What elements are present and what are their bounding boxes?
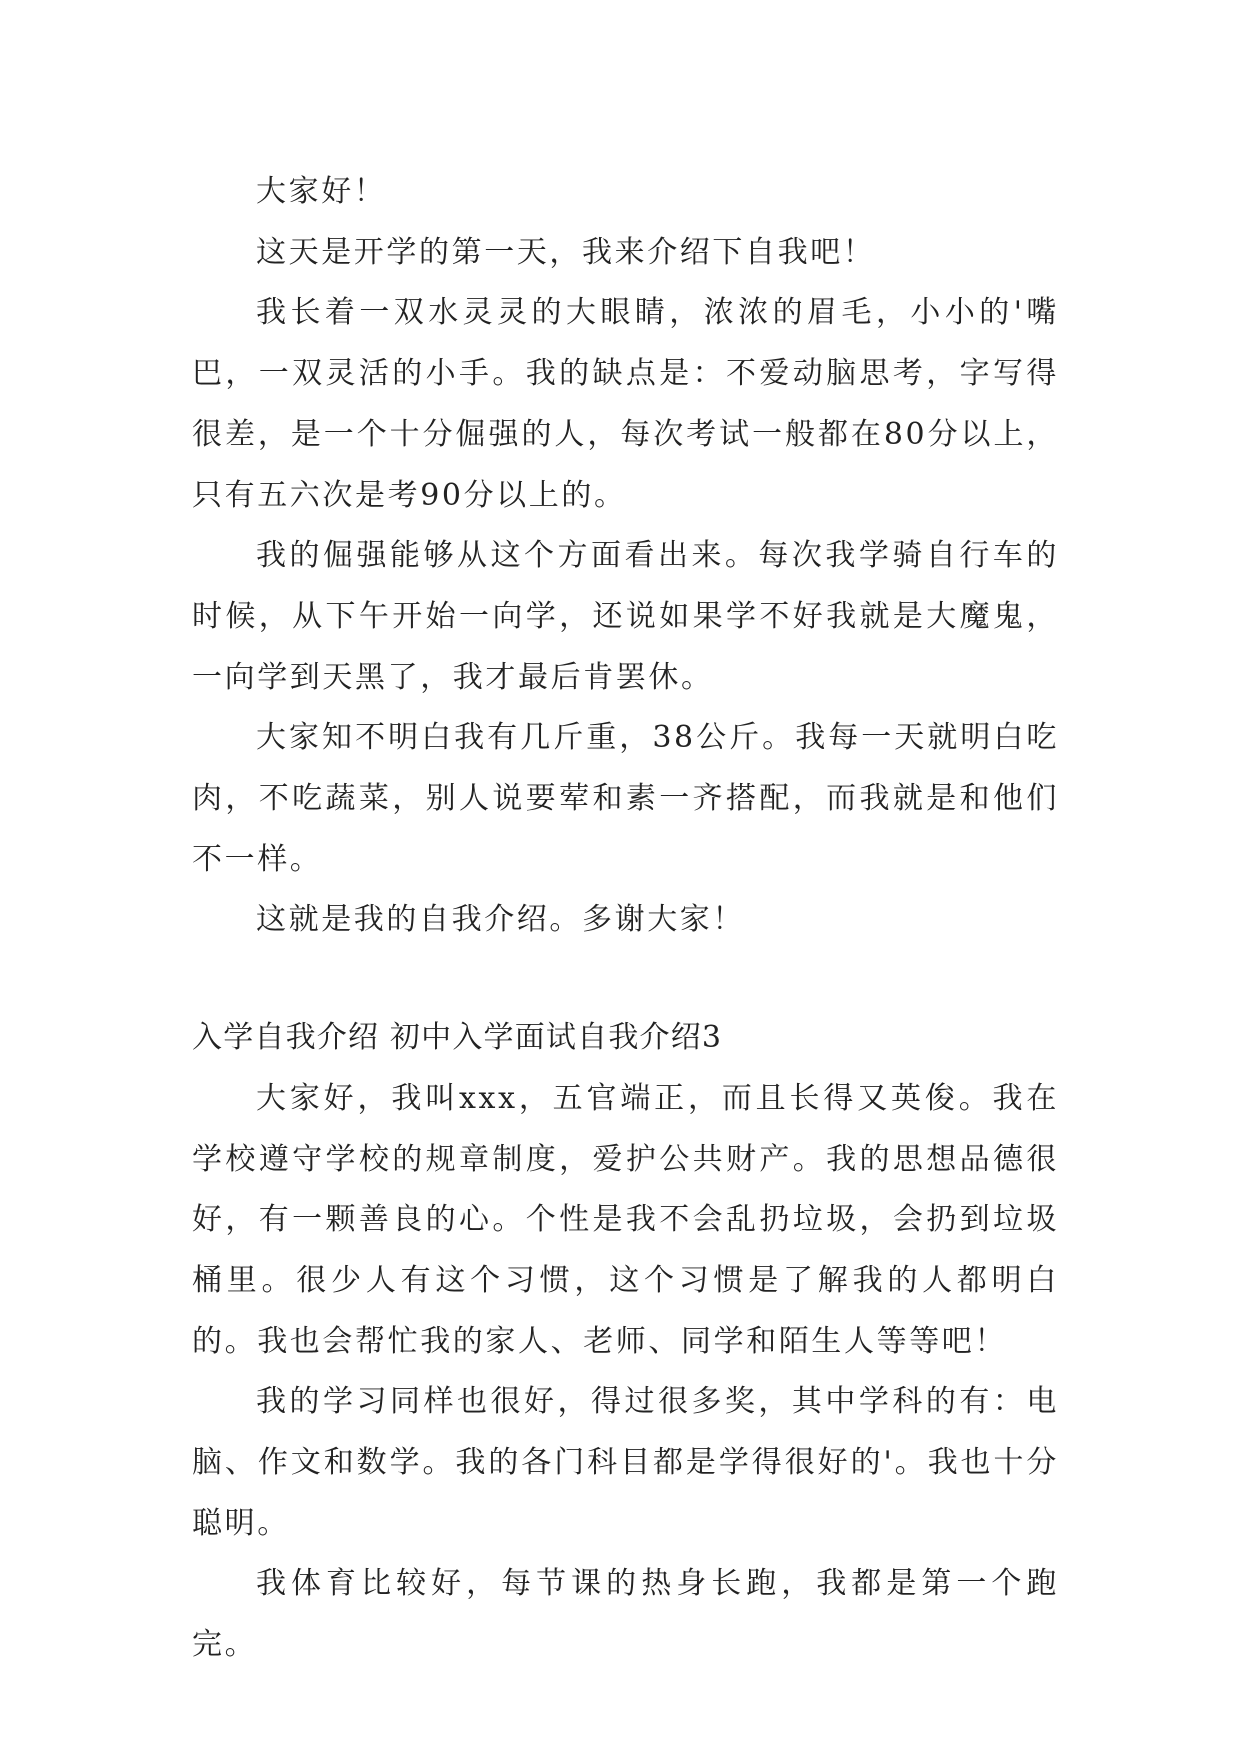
paragraph-study: 我的学习同样也很好，得过很多奖，其中学科的有：电脑、作文和数学。我的各门科目都是学得很好的'。我也十分聪明。 [192, 1384, 1059, 1541]
paragraph-appearance: 我长着一双水灵灵的大眼睛，浓浓的眉毛，小小的'嘴巴，一双灵活的小手。我的缺点是：不爱动脑思考，字写得很差，是一个十分倔强的人，每次考试一般都在80分以上，只有五六次是考90分以上的。 [192, 295, 1059, 513]
paragraph-first-day: 这天是开学的第一天，我来介绍下自我吧！ [256, 234, 876, 270]
paragraph-stubbornness: 我的倔强能够从这个方面看出来。每次我学骑自行车的时候，从下午开始一向学，还说如果学不好我就是大魔鬼，一向学到天黑了，我才最后肯罢休。 [192, 538, 1059, 695]
document-page [192, 162, 1059, 1676]
paragraph-introduction: 大家好，我叫xxx，五官端正，而且长得又英俊。我在学校遵守学校的规章制度，爱护公共财产。我的思想品德很好，有一颗善良的心。个性是我不会乱扔垃圾，会扔到垃圾桶里。很少人有这个习惯，这个习惯是了解我的人都明白的。我也会帮忙我的家人、老师、同学和陌生人等等吧！ [192, 1080, 1059, 1359]
section-heading: 入学自我介绍 初中入学面试自我介绍3 [192, 1020, 723, 1056]
paragraph-weight: 大家知不明白我有几斤重，38公斤。我每一天就明白吃肉，不吃蔬菜，别人说要荤和素一齐搭配，而我就是和他们不一样。 [192, 720, 1059, 877]
paragraph-sports: 我体育比较好，每节课的热身长跑，我都是第一个跑完。 [192, 1566, 1059, 1663]
paragraph-greeting: 大家好！ [256, 174, 387, 209]
paragraph-closing: 这就是我的自我介绍。多谢大家！ [256, 902, 745, 938]
